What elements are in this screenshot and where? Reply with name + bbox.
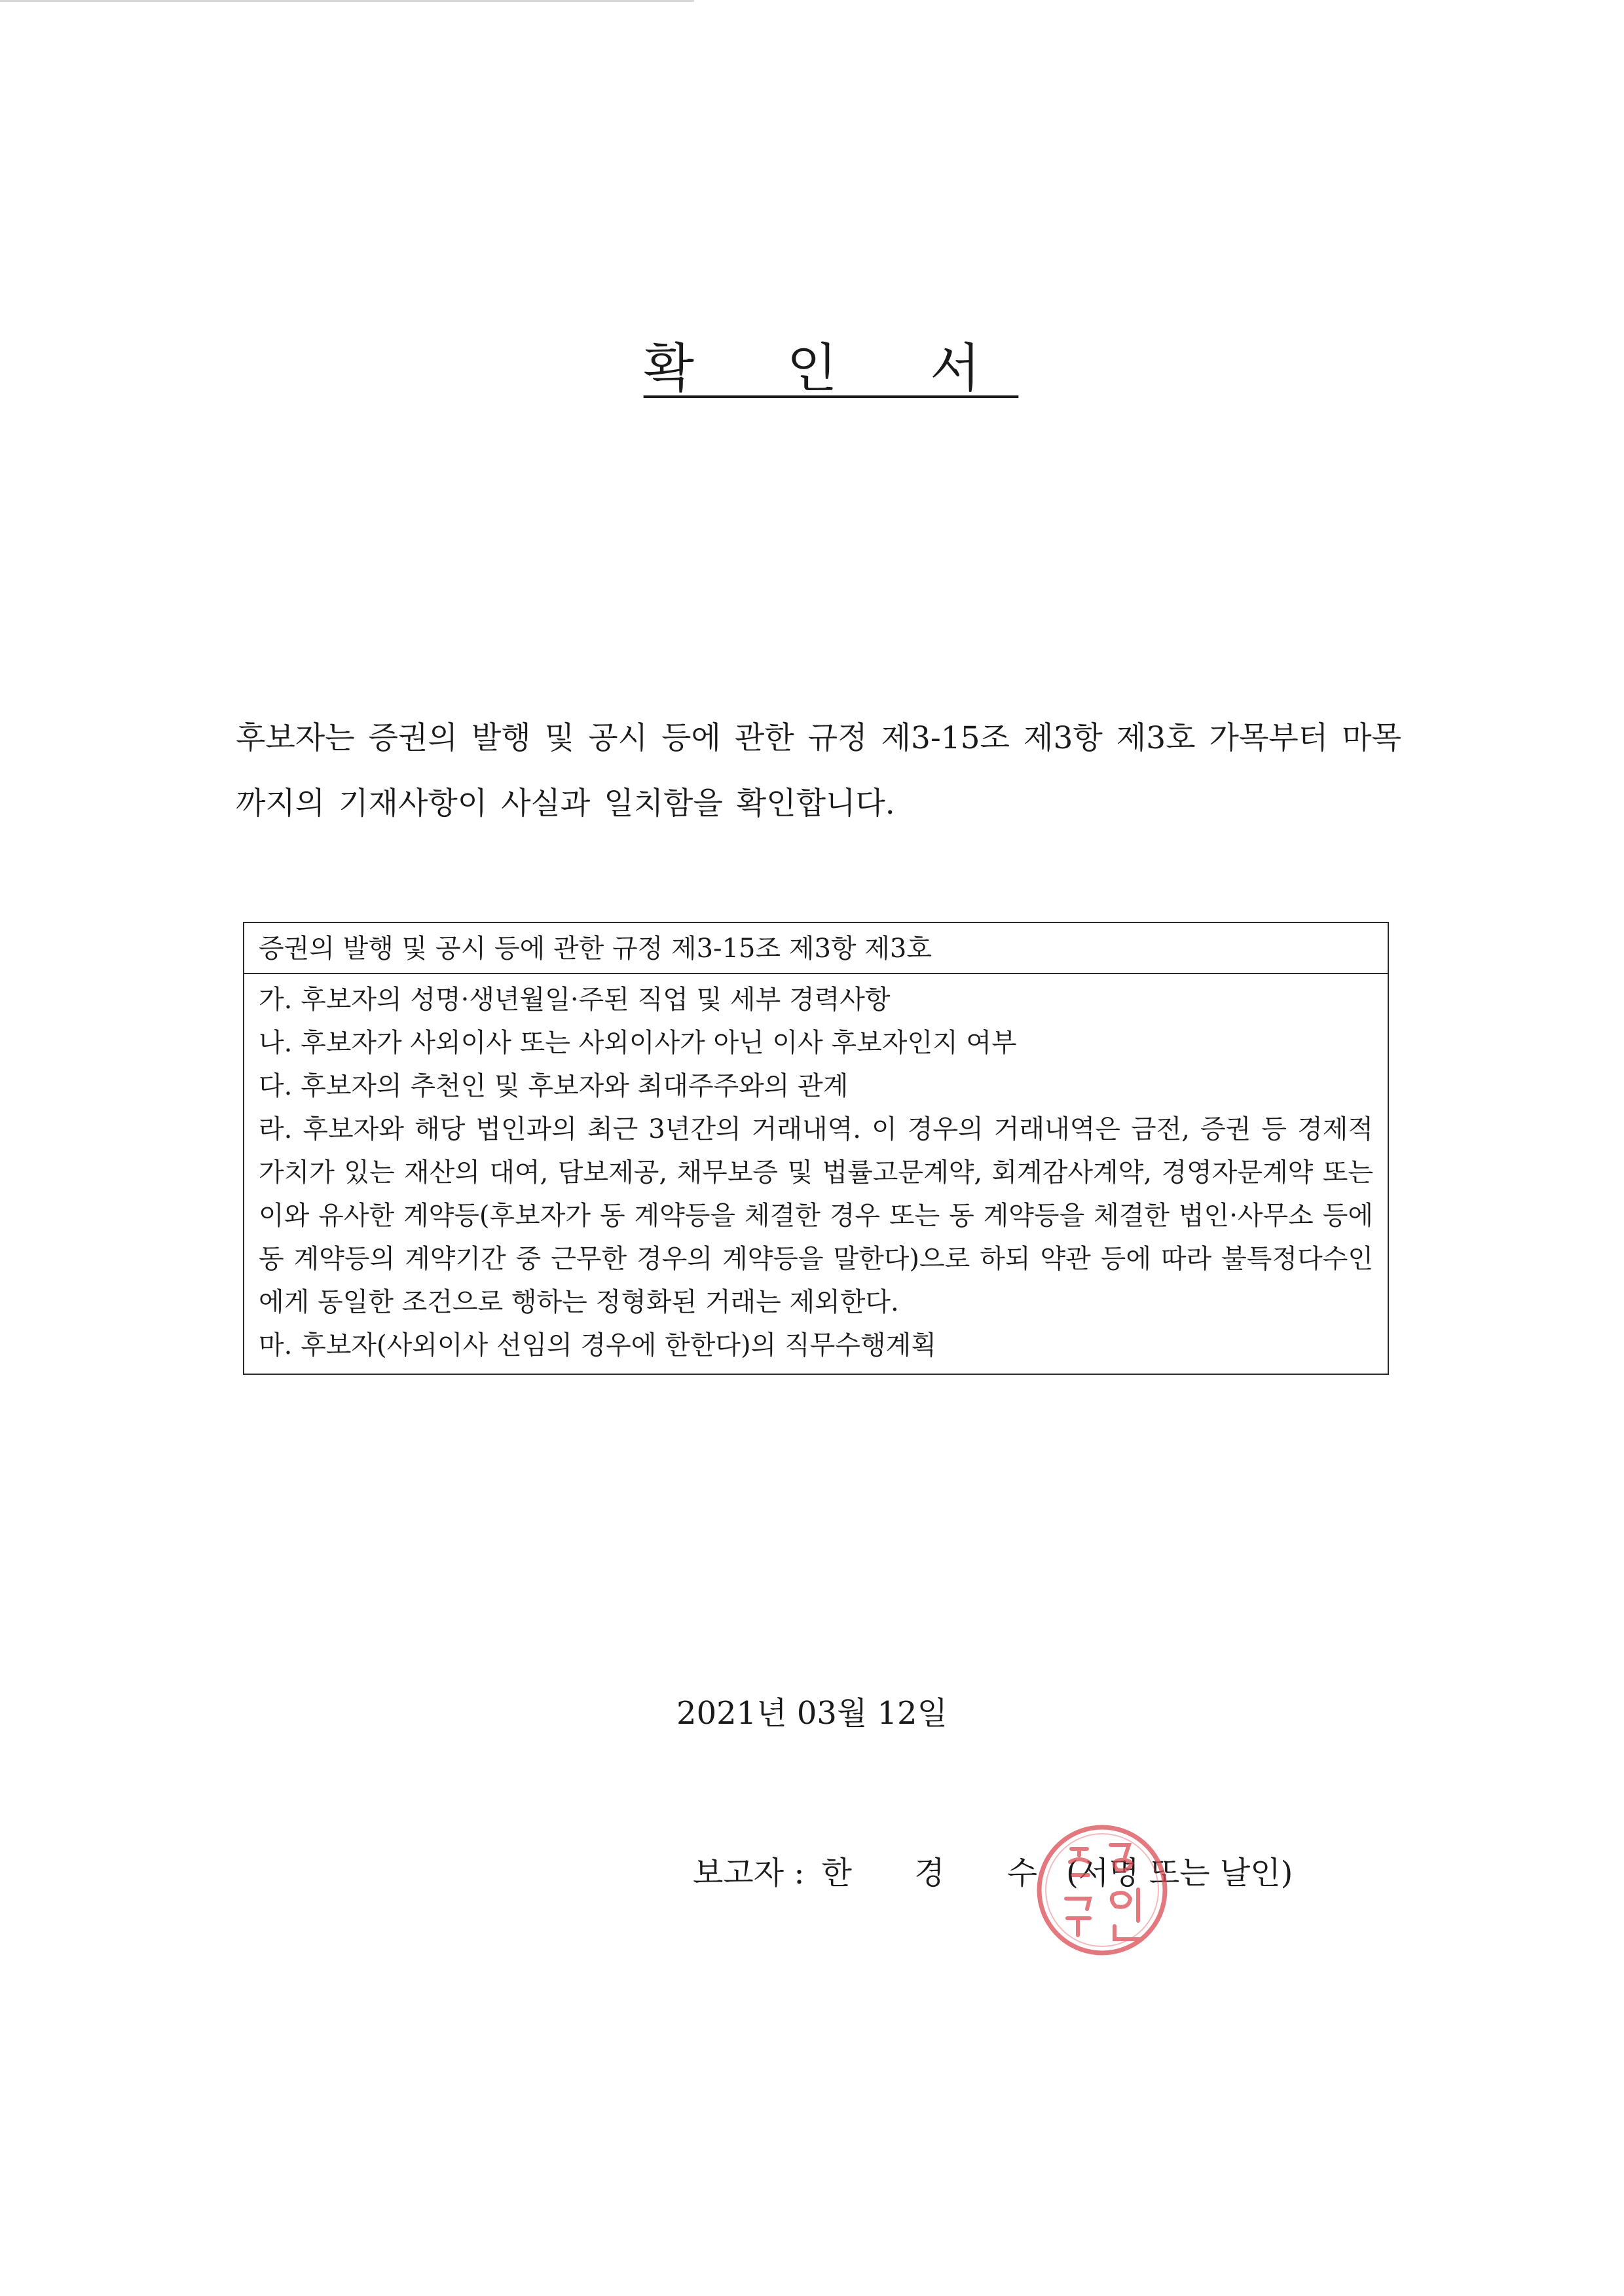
regulation-item-na: 나. 후보자가 사외이사 또는 사외이사가 아닌 이사 후보자인지 여부 [259, 1028, 1017, 1058]
reporter-line [693, 1850, 1293, 1896]
reporter-name: 한 경 수 [821, 1855, 1064, 1891]
regulation-items [244, 974, 1388, 1374]
confirmation-statement: 후보자는 증권의 발행 및 공시 등에 관한 규정 제3-15조 제3항 제3호 가목부터 마목까지의 기재사항이 사실과 일치함을 확인합니다. [236, 720, 1401, 822]
regulation-item-ma: 마. 후보자(사외이사 선임의 경우에 한한다)의 직무수행계획 [259, 1330, 936, 1360]
regulation-header: 증권의 발행 및 공시 등에 관한 규정 제3-15조 제3항 제3호 [244, 923, 1388, 974]
seal-stamp-icon [1033, 1821, 1171, 1959]
reporter-label: 보고자 : [693, 1855, 805, 1891]
regulation-item-da: 다. 후보자의 추천인 및 후보자와 최대주주와의 관계 [259, 1071, 849, 1101]
document-title: 확 인 서 [643, 338, 1019, 399]
scan-edge-line [0, 0, 694, 2]
signature-note: (서명 또는 날인) [1066, 1855, 1293, 1891]
regulation-item-ra: 라. 후보자와 해당 법인과의 최근 3년간의 거래내역. 이 경우의 거래내역은 금전, 증권 등 경제적 가치가 있는 재산의 대여, 담보제공, 채무보증 및 법률고문계약, 회계감사계약, 경영자문계약 또는 이와 유사한 계약등(후보자가 동 계약등을 체결한 경우 또는 동 계약등을 체결한 법인·사무소 등에 동 계약등의 계약기간 중 근무한 경우의 계약등을 말한다)으로 하되 약관 등에 따라 불특정다수인에게 동일한 조건으로 행하는 정형화된 거래는 제외한다. [259, 1114, 1373, 1317]
document-date: 2021년 03월 12일 [676, 1695, 948, 1732]
regulation-box [243, 922, 1389, 1375]
regulation-item-ga: 가. 후보자의 성명·생년월일·주된 직업 및 세부 경력사항 [259, 985, 891, 1015]
